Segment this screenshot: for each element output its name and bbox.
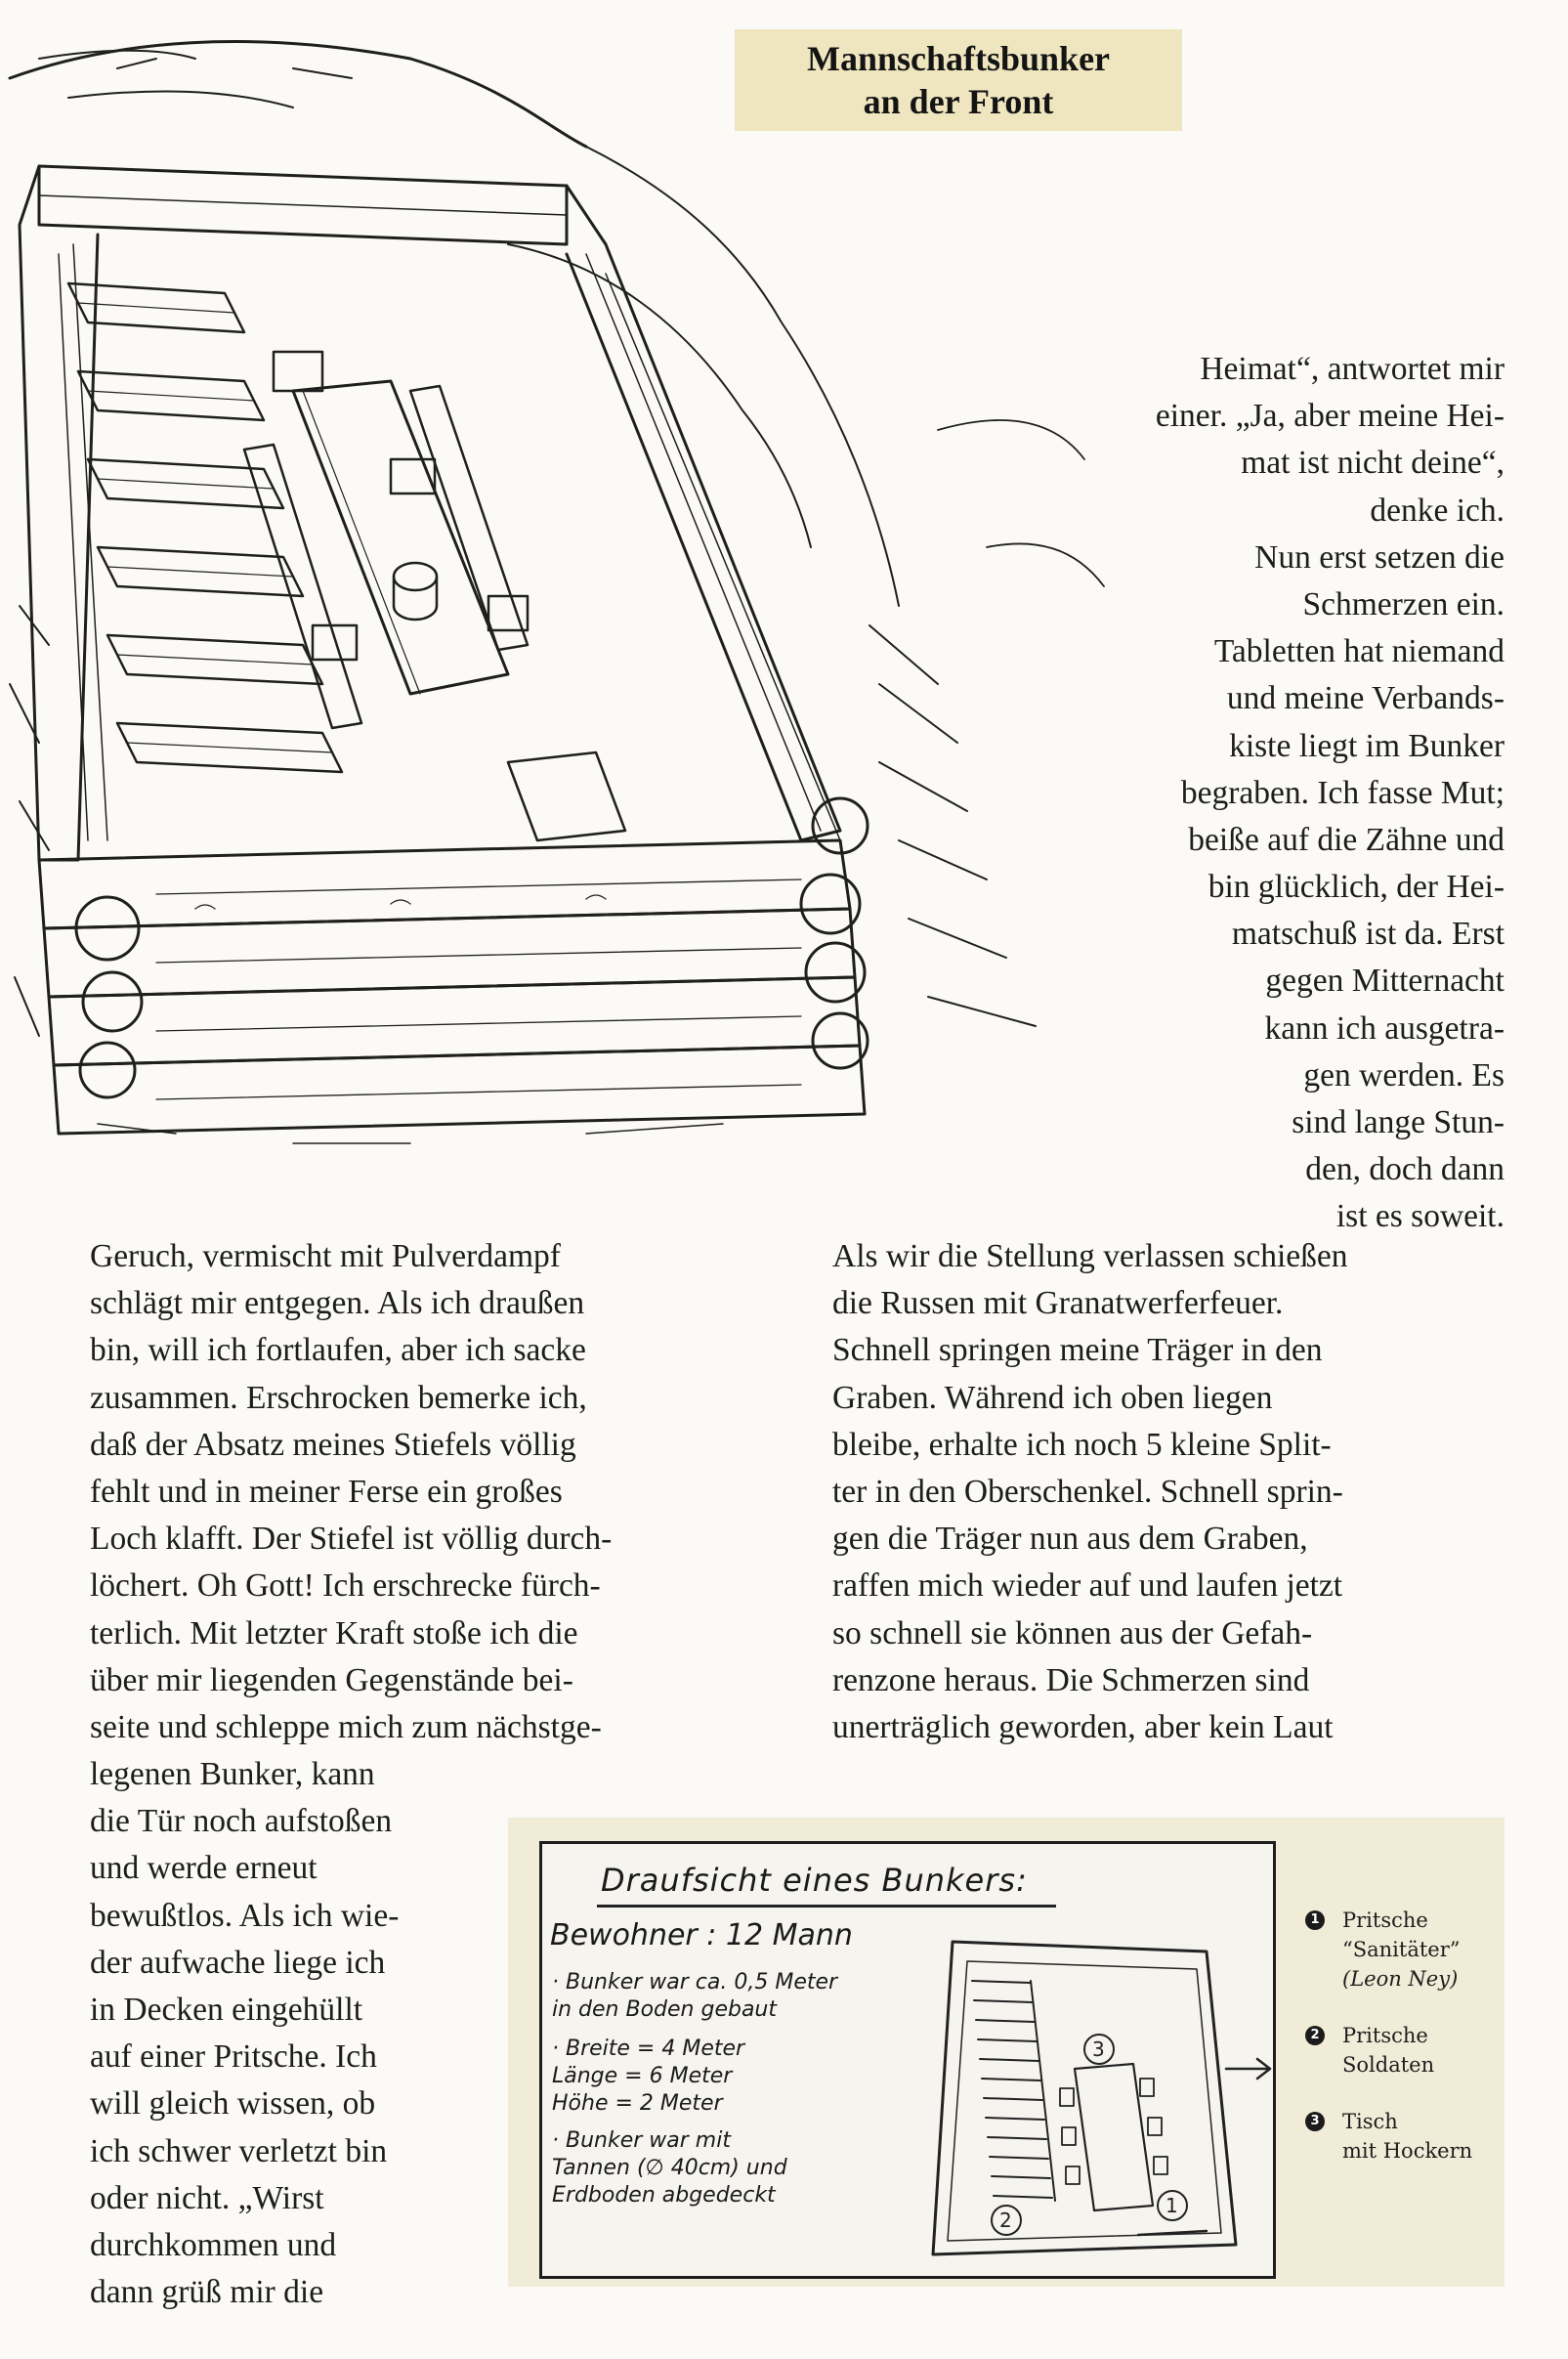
text-line: so schnell sie können aus der Gefah- [832, 1614, 1313, 1651]
legend-number-3: 3 [1305, 2112, 1325, 2131]
sketch-note: · Bunker war ca. 0,5 Meter [552, 1970, 838, 1994]
text-line: gen werden. Es [1303, 1056, 1504, 1094]
legend-label: (Leon Ney) [1342, 1967, 1459, 1991]
text-line: dann grüß mir die [90, 2274, 324, 2311]
text-line: durchkommen und [90, 2226, 337, 2263]
legend-label: Tisch [1342, 2110, 1398, 2133]
text-line: kann ich ausgetra- [1264, 1009, 1504, 1047]
text-line: ich schwer verletzt bin [90, 2132, 388, 2169]
sketch-note: Länge = 6 Meter [552, 2064, 733, 2088]
text-line: legenen Bunker, kann [90, 1756, 375, 1793]
text-line: in Decken eingehüllt [90, 1992, 363, 2028]
text-line: mat ist nicht deine“, [1241, 445, 1504, 482]
text-line: renzone heraus. Die Schmerzen sind [832, 1661, 1310, 1698]
text-line: bewußtlos. Als ich wie- [90, 1897, 400, 1934]
legend-number-2: 2 [1305, 2026, 1325, 2045]
text-line: bin, will ich fortlaufen, aber ich sacke [90, 1332, 586, 1369]
text-line: matschuß ist da. Erst [1231, 916, 1504, 953]
text-line: Als wir die Stellung verlassen schießen [832, 1238, 1348, 1274]
legend-item [1299, 2021, 1514, 2080]
text-line: die Russen mit Granatwerferfeuer. [832, 1285, 1284, 1322]
legend-label: Pritsche [1342, 2024, 1428, 2047]
text-line: über mir liegenden Gegenstände bei- [90, 1661, 573, 1698]
text-line: löchert. Oh Gott! Ich erschrecke fürch- [90, 1567, 601, 1605]
text-column-top-right [879, 346, 1504, 1241]
text-line: terlich. Mit letzter Kraft stoße ich die [90, 1614, 578, 1651]
floorplan-drawing [913, 1922, 1275, 2274]
text-line: ter in den Oberschenkel. Schnell sprin- [832, 1473, 1343, 1510]
text-line: einer. „Ja, aber meine Hei- [1155, 398, 1504, 435]
text-line: kiste liegt im Bunker [1229, 727, 1504, 764]
text-line: Tabletten hat niemand [1213, 633, 1504, 670]
section-title-line-2: an der Front [863, 82, 1054, 121]
sketch-title: Draufsicht eines Bunkers: [601, 1862, 1028, 1899]
text-column-right [832, 1233, 1516, 1751]
plan-marker-1: 1 [1165, 2194, 1178, 2217]
text-line: raffen mich wieder auf und laufen jetzt [832, 1567, 1343, 1605]
sketch-note: in den Boden gebaut [552, 1997, 777, 2022]
text-line: Heimat“, antwortet mir [1200, 351, 1504, 387]
text-line: schlägt mir entgegen. Als ich draußen [90, 1285, 585, 1322]
section-title-line-1: Mannschaftsbunker [806, 39, 1111, 78]
text-line: oder nicht. „Wirst [90, 2179, 324, 2216]
legend-number-1: 1 [1305, 1910, 1325, 1930]
text-line: und meine Verbands- [1226, 680, 1504, 717]
text-line: bin glücklich, der Hei- [1208, 869, 1504, 906]
text-line: die Tür noch aufstoßen [90, 1803, 393, 1840]
sketch-note: Erdboden abgedeckt [552, 2183, 776, 2208]
legend-label: mit Hockern [1342, 2139, 1473, 2163]
text-line: seite und schleppe mich zum nächstge- [90, 1708, 602, 1745]
text-line: bleibe, erhalte ich noch 5 kleine Split- [832, 1426, 1332, 1463]
sketch-title-underline [597, 1905, 1056, 1908]
text-line: daß der Absatz meines Stiefels völlig [90, 1426, 576, 1463]
plan-marker-3: 3 [1092, 2037, 1105, 2061]
text-line: fehlt und in meiner Ferse ein großes [90, 1473, 563, 1510]
text-line: begraben. Ich fasse Mut; [1180, 774, 1504, 811]
text-line: Nun erst setzen die [1254, 538, 1504, 576]
text-line: Graben. Während ich oben liegen [832, 1379, 1273, 1416]
text-line: Geruch, vermischt mit Pulverdampf [90, 1238, 561, 1274]
text-line: sind lange Stun- [1292, 1104, 1504, 1140]
text-line: gen die Träger nun aus dem Graben, [832, 1521, 1308, 1558]
legend-label: Pritsche [1342, 1909, 1428, 1932]
text-line: beiße auf die Zähne und [1188, 821, 1504, 858]
legend-item [1299, 1906, 1514, 1994]
text-line: ist es soweit. [1335, 1198, 1504, 1235]
text-line: will gleich wissen, ob [90, 2085, 376, 2123]
legend-item [1299, 2107, 1514, 2166]
text-line: gegen Mitternacht [1265, 963, 1504, 1000]
text-line: denke ich. [1370, 492, 1504, 529]
floorplan-sketch [539, 1841, 1276, 2279]
legend-label: Soldaten [1342, 2053, 1435, 2077]
sketch-residents: Bewohner : 12 Mann [550, 1918, 853, 1952]
text-line: unerträglich geworden, aber kein Laut [832, 1708, 1334, 1745]
text-line: und werde erneut [90, 1850, 318, 1887]
text-line: auf einer Pritsche. Ich [90, 2038, 377, 2076]
sketch-note: · Bunker war mit [552, 2128, 731, 2153]
sketch-note: · Breite = 4 Meter [552, 2037, 745, 2061]
text-line: zusammen. Erschrocken bemerke ich, [90, 1379, 587, 1416]
text-line: Loch klafft. Der Stiefel ist völlig durch- [90, 1521, 613, 1558]
text-line: Schnell springen meine Träger in den [832, 1332, 1323, 1369]
text-line: der aufwache liege ich [90, 1944, 386, 1981]
legend-label: “Sanitäter” [1342, 1938, 1461, 1961]
sketch-note: Höhe = 2 Meter [552, 2091, 723, 2116]
plan-marker-2: 2 [999, 2209, 1012, 2232]
text-line: Schmerzen ein. [1302, 585, 1504, 622]
floorplan-legend [1299, 1906, 1514, 2193]
sketch-note: Tannen (∅ 40cm) und [552, 2156, 787, 2180]
text-line: den, doch dann [1305, 1151, 1504, 1188]
section-title [735, 29, 1182, 131]
